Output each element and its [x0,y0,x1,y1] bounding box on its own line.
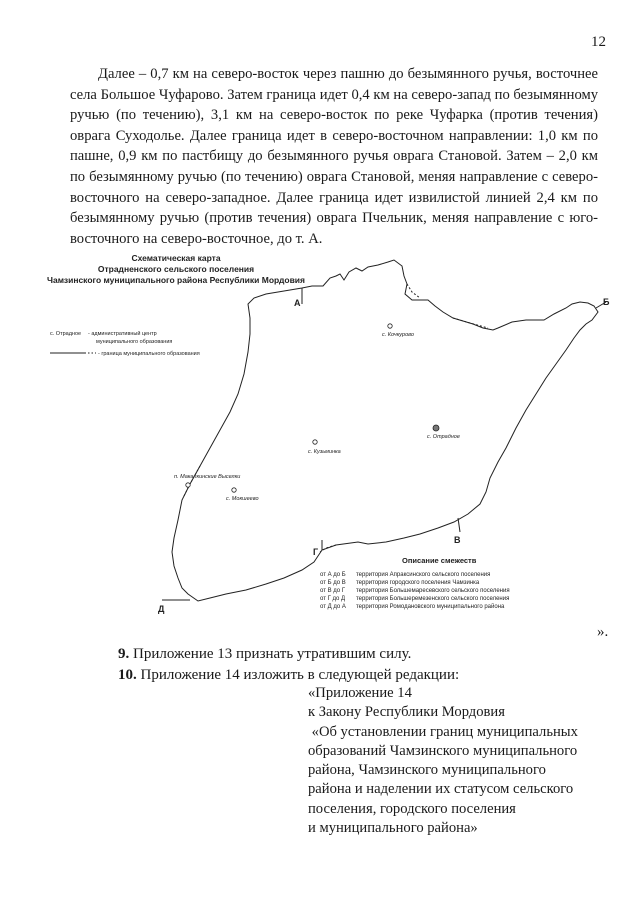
adjacency-range: от А до Б [320,572,346,578]
adjacency-range: от Г до Д [320,596,346,602]
adjacency-title: Описание смежеств [402,556,477,565]
adjacency-list [320,572,510,610]
boundary-description-paragraph: Далее – 0,7 км на северо-восток через пашню до безымянного ручья, восточнее села Большое Чуфарово. Затем граница идет 0,4 км на северо-запад по безымянному ручью (по течению), 3,1 км на северо-восток по реке Чуфарка (против течения) оврага Суходолье. Далее граница идет в северо-восточном направлении: 1,0 км по пашне, 0,9 км по пастбищу до безымянного ручья оврага Становой. Затем – 2,0 км по безымянному ручью (по течению) оврага Становой, меняя направление с северо-восточного на северо-западное. Далее граница идет извилистой линией 2,4 км по безымянному ручью (против течения) оврага Пчельник, меняя направление с юго-восточного на северо-восточное, до т. А. [70,66,598,247]
list-item [118,646,411,663]
boundary-dashed-segment-north [407,284,420,298]
item-text: Приложение 13 признать утратившим силу. [129,646,412,662]
settlement-otradnoe-marker [433,425,439,431]
adjacency-text: территория Большеремезенского сельского поселения [356,596,510,602]
list-item [118,667,459,684]
item-text: Приложение 14 изложить в следующей редакции: [136,667,460,683]
item-number: 10. [118,667,137,683]
adjacency-text: территория Большемаресевского сельского поселения [356,588,510,594]
adjacency-text: территория Ромодановского муниципального района [356,604,505,610]
adjacency-range: от В до Г [320,588,346,594]
schematic-map [40,248,620,633]
map-title-line-1: Схематическая карта [131,253,221,263]
point-v-label: В [454,535,461,545]
legend-admin-center-desc-1: - административный центр [88,331,157,337]
settlement-mokleevo-marker [232,488,236,492]
annex-line: образований Чамзинского муниципального [308,742,578,759]
legend-admin-center-label: с. Отрадное [50,331,82,337]
adjacency-range: от Б до В [320,580,346,586]
legend-boundary-desc: - граница муниципального образования [98,351,200,357]
annex-line: поселения, городского поселения [308,800,516,817]
settlement-mokleevo-label: с. Мокшеево [226,496,259,502]
map-title-line-2: Отрадненского сельского поселения [97,264,255,274]
item-number: 9. [118,646,130,662]
settlement-makolkin-marker [186,483,190,487]
settlement-makolkin-label: п. Макалкинские Выселки [174,474,241,480]
point-g-label: Г [313,547,319,557]
point-d-label: Д [158,604,165,614]
annex-line: «Приложение 14 [308,685,412,701]
adjacency-range: от Д до А [320,604,346,610]
settlement-kuzminka-marker [313,440,317,444]
point-b-label: Б [603,297,610,307]
settlement-kuzminka-label: с. Кузьминка [308,449,341,455]
point-v-tick [458,518,460,532]
boundary-dashed-segment-west [184,466,200,496]
page-number: 12 [591,34,606,50]
adjacency-text: территория городского поселения Чамзинка [356,580,480,586]
annex-line: «Об установлении границ муниципальных [308,723,578,740]
municipal-boundary [172,260,598,601]
settlement-otradnoe-label: с. Отрадное [427,434,460,440]
annex-heading [308,684,608,838]
settlement-kochkurovo-label: с. Кочкурово [382,332,414,338]
legend-admin-center-desc-2: муниципального образования [96,339,173,345]
annex-line: района и наделении их статусом сельского [308,781,574,798]
annex-line: к Закону Республики Мордовия [308,704,505,721]
settlement-kochkurovo-marker [388,324,392,328]
point-a-label: А [294,298,301,308]
closing-quote: ». [597,624,609,640]
adjacency-text: территория Апраксинского сельского поселения [356,572,491,578]
annex-line: и муниципального района» [308,820,478,837]
annex-line: района, Чамзинского муниципального [308,762,546,779]
map-title-line-3: Чамзинского муниципального района Республики Мордовия [47,275,305,285]
